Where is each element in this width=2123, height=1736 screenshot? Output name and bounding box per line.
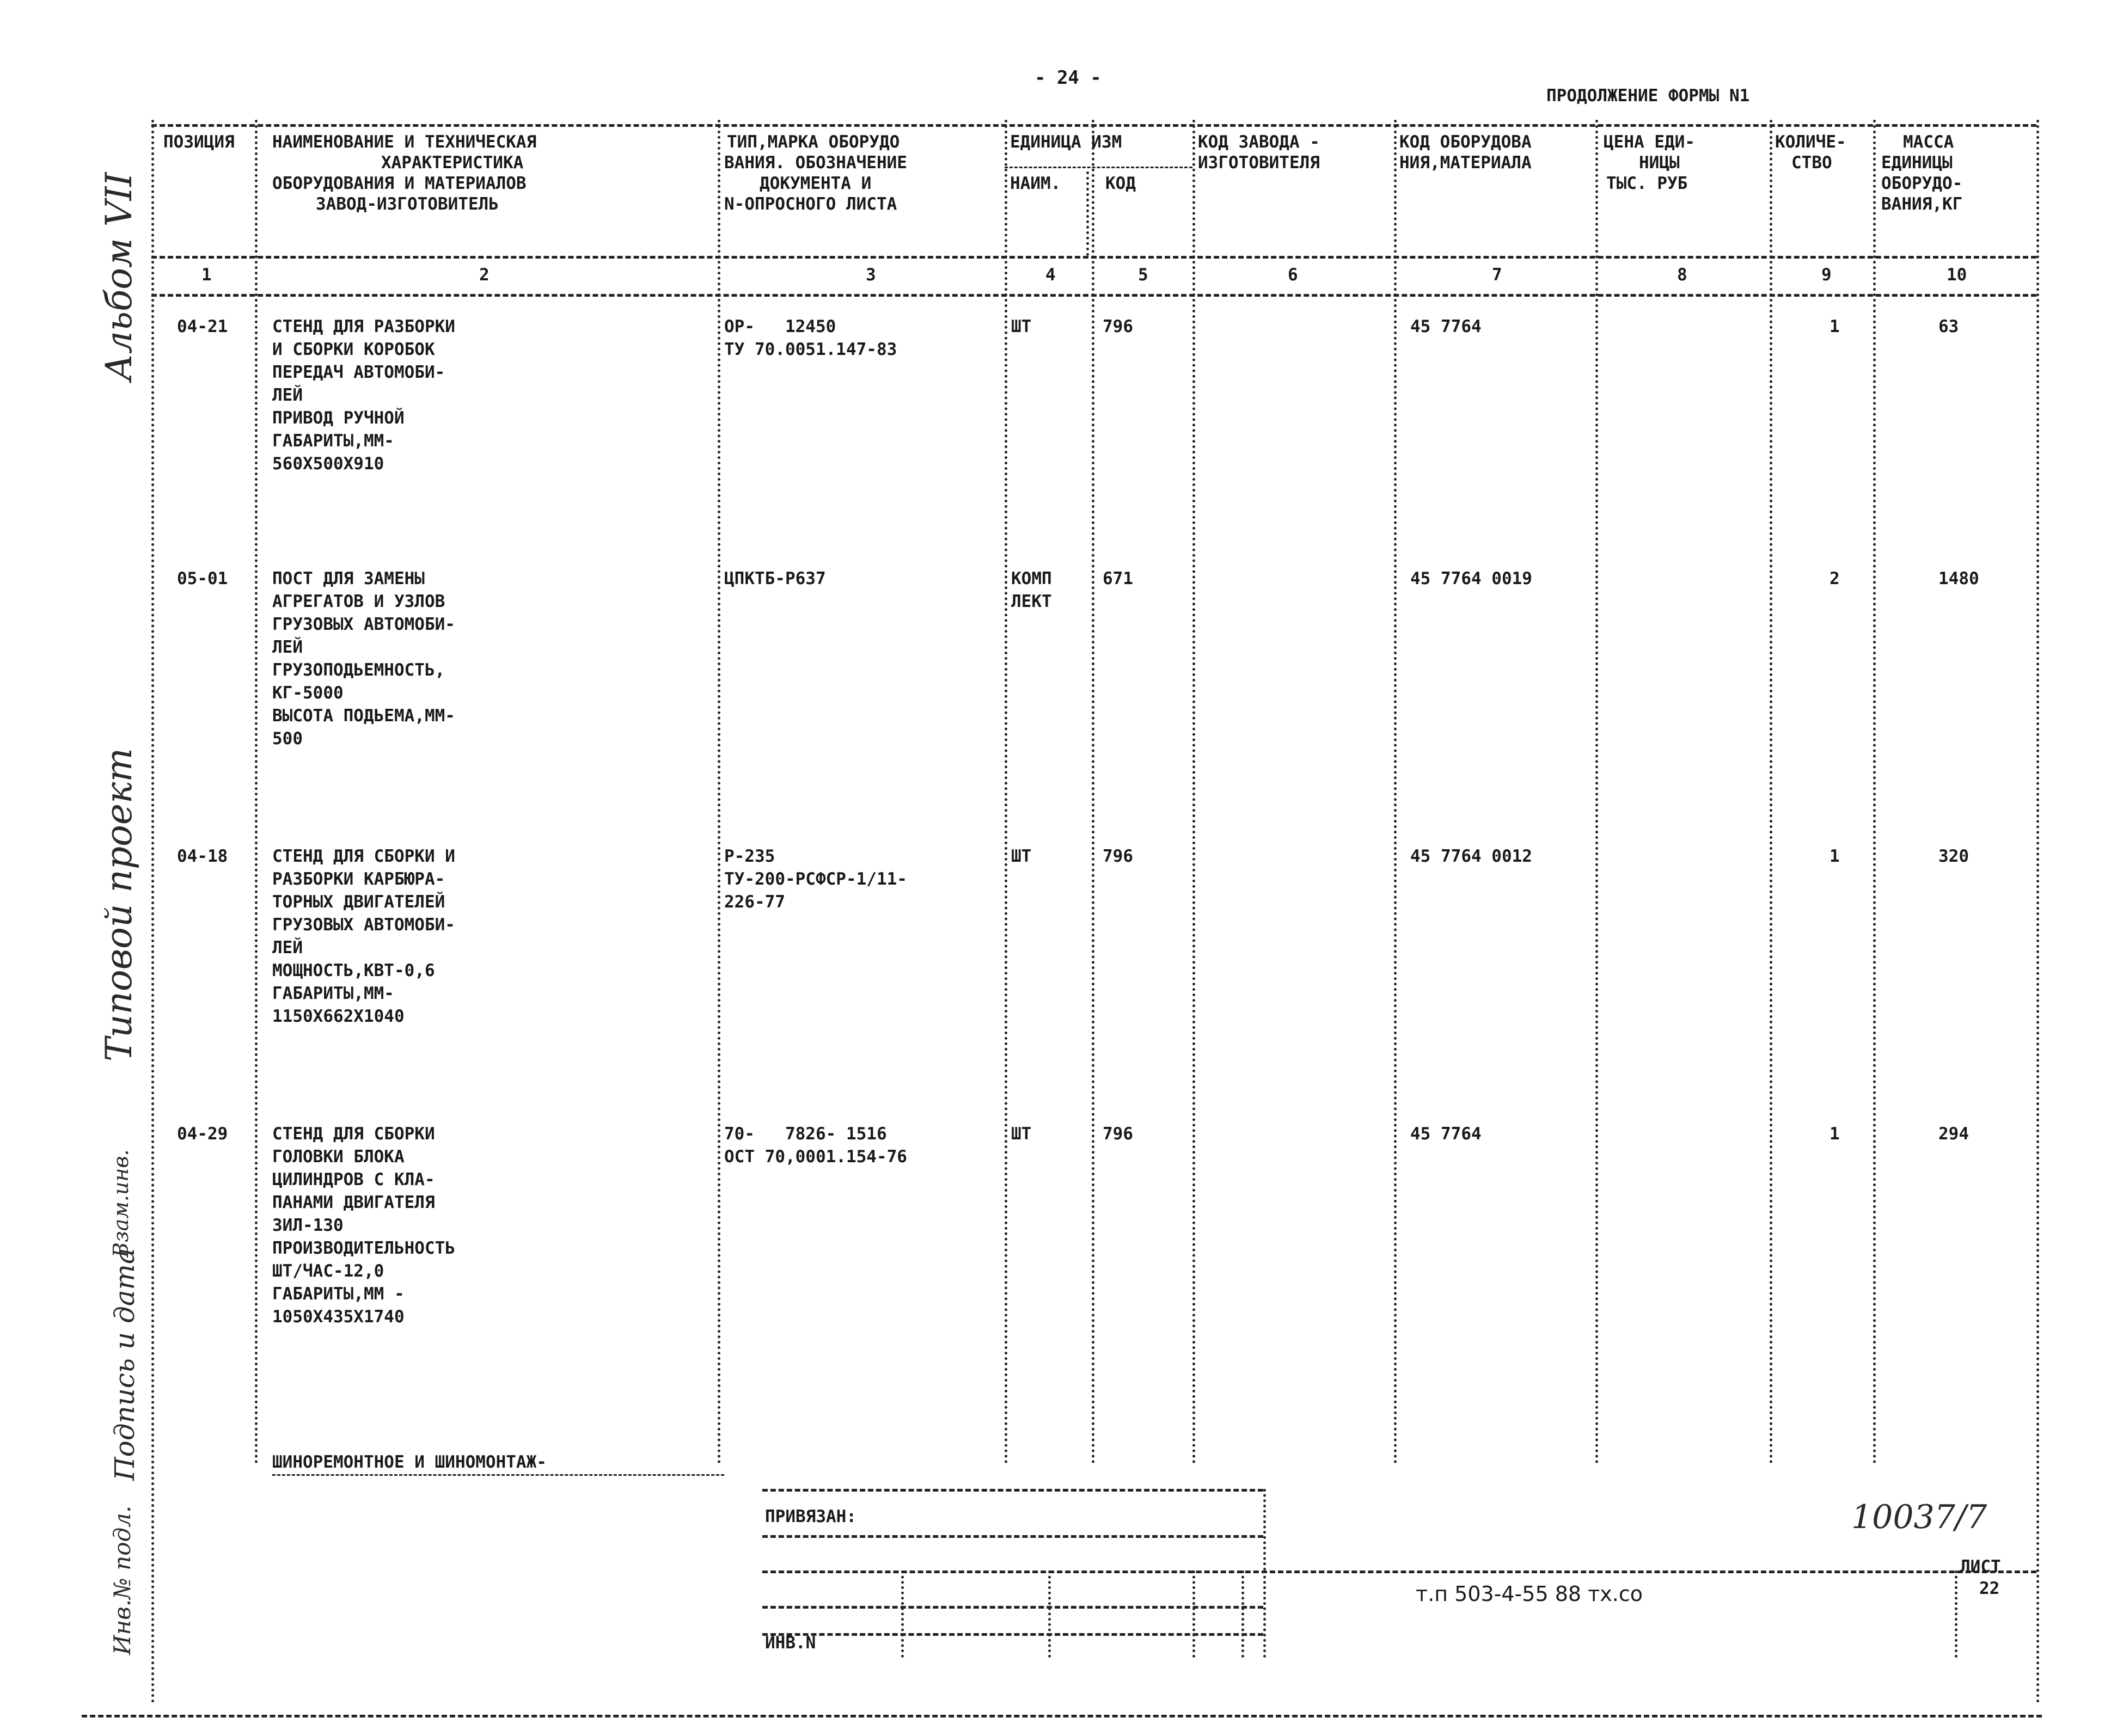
item-name-line: ЛЕЙ xyxy=(272,385,303,405)
item-name-line: 500 xyxy=(272,729,303,749)
column-number: 9 xyxy=(1821,265,1832,285)
margin-replacement: Взам.инв. xyxy=(109,1149,133,1257)
item-type-line: Р-235 xyxy=(724,846,775,866)
column-separator xyxy=(1873,120,1876,1464)
stamp-designation: т.п 503-4-55 88 тх.со xyxy=(1416,1582,1643,1606)
item-name-line: ГРУЗОВЫХ АВТОМОБИ- xyxy=(272,615,455,634)
header-cell-text: ТИП,МАРКА ОБОРУДО xyxy=(727,132,900,152)
unit-name: ШТ xyxy=(1011,1124,1032,1144)
header-cell-text: ПОЗИЦИЯ xyxy=(163,132,235,152)
column-separator xyxy=(1595,120,1598,1464)
item-name-line: СТЕНД ДЛЯ РАЗБОРКИ xyxy=(272,317,455,336)
item-name-line: ПРИВОД РУЧНОЙ xyxy=(272,408,405,428)
item-name-line: ГАБАРИТЫ,ММ- xyxy=(272,431,394,451)
item-type-line: 226-77 xyxy=(724,892,785,912)
stamp-sheet-number: 22 xyxy=(1979,1579,2000,1598)
equipment-code: 45 7764 xyxy=(1410,317,1482,336)
header-cell-text: НАИМЕНОВАНИЕ И ТЕХНИЧЕСКАЯ xyxy=(272,132,537,152)
item-name-line: СТЕНД ДЛЯ СБОРКИ И xyxy=(272,846,455,866)
quantity: 2 xyxy=(1830,569,1840,588)
column-separator xyxy=(1770,120,1772,1464)
column-number: 5 xyxy=(1138,265,1148,285)
item-name-line: ЦИЛИНДРОВ С КЛА- xyxy=(272,1170,435,1189)
column-separator xyxy=(1192,120,1195,1464)
header-cell-text: ТЫС. РУБ xyxy=(1606,174,1688,193)
header-cell-text: НИЯ,МАТЕРИАЛА xyxy=(1399,153,1532,173)
column-number: 6 xyxy=(1288,265,1298,285)
column-number: 7 xyxy=(1492,265,1502,285)
item-type-line: ТУ 70.0051.147-83 xyxy=(724,340,897,359)
header-cell-text: НИЦЫ xyxy=(1639,153,1680,173)
unit-inner-separator xyxy=(1086,171,1089,256)
quantity: 1 xyxy=(1830,846,1840,866)
header-cell-text: ЕДИНИЦЫ xyxy=(1881,153,1953,173)
item-name-line: ЗИЛ-130 xyxy=(272,1216,344,1235)
item-type-line: ЦПКТБ-Р637 xyxy=(724,569,826,588)
quantity: 1 xyxy=(1830,317,1840,336)
equipment-code: 45 7764 0012 xyxy=(1410,846,1532,866)
position-code: 04-29 xyxy=(177,1124,228,1144)
header-cell-text: КОД ЗАВОДА - xyxy=(1198,132,1320,152)
position-code: 04-21 xyxy=(177,317,228,336)
column-number: 1 xyxy=(201,265,212,285)
unit-name: ШТ xyxy=(1011,317,1032,336)
column-number: 4 xyxy=(1045,265,1056,285)
item-name-line: И СБОРКИ КОРОБОК xyxy=(272,340,435,359)
stamp-separator xyxy=(901,1571,904,1658)
unit-subheader-rule xyxy=(1005,167,1192,168)
unit-name: ШТ xyxy=(1011,846,1032,866)
stamp-rule xyxy=(762,1535,1263,1538)
header-cell-text: ВАНИЯ. ОБОЗНАЧЕНИЕ xyxy=(724,153,907,173)
header-cell-text: ЗАВОД-ИЗГОТОВИТЕЛЬ xyxy=(316,194,499,214)
column-separator xyxy=(1092,120,1094,1464)
header-cell-text: КОД ОБОРУДОВА xyxy=(1399,132,1532,152)
item-name-line: ТОРНЫХ ДВИГАТЕЛЕЙ xyxy=(272,892,445,912)
item-type-line: ОР- 12450 xyxy=(724,317,836,336)
equipment-code: 45 7764 xyxy=(1410,1124,1482,1144)
header-cell-text: ОБОРУДОВАНИЯ И МАТЕРИАЛОВ xyxy=(272,174,527,193)
item-name-line: ПЕРЕДАЧ АВТОМОБИ- xyxy=(272,363,445,382)
item-type-line: ОСТ 70,0001.154-76 xyxy=(724,1147,907,1167)
item-name-line: ГРУЗОВЫХ АВТОМОБИ- xyxy=(272,915,455,935)
column-number: 3 xyxy=(866,265,876,285)
item-name-line: ВЫСОТА ПОДЬЕМА,ММ- xyxy=(272,706,455,726)
item-name-line: ШТ/ЧАС-12,0 xyxy=(272,1261,384,1281)
column-separator xyxy=(718,120,720,1464)
stamp-rule xyxy=(762,1606,1263,1609)
page-bottom-rule xyxy=(82,1715,2042,1717)
page-number: - 24 - xyxy=(1035,67,1102,89)
header-cell-text: ДОКУМЕНТА И xyxy=(760,174,872,193)
item-name-line: ЛЕЙ xyxy=(272,637,303,657)
unit-mass: 1480 xyxy=(1938,569,1979,588)
column-separator xyxy=(1394,120,1397,1464)
item-name-line: ГАБАРИТЫ,ММ- xyxy=(272,984,394,1003)
unit-name: ЛЕКТ xyxy=(1011,592,1052,611)
header-cell-text: НАИМ. xyxy=(1010,174,1061,193)
header-cell-text: ИЗГОТОВИТЕЛЯ xyxy=(1198,153,1320,173)
column-number: 2 xyxy=(479,265,490,285)
column-separator xyxy=(255,120,258,1464)
item-name-line: СТЕНД ДЛЯ СБОРКИ xyxy=(272,1124,435,1144)
stamp-separator xyxy=(1955,1571,1957,1658)
column-separator xyxy=(151,120,154,1704)
quantity: 1 xyxy=(1830,1124,1840,1144)
header-cell-text: КОЛИЧЕ- xyxy=(1775,132,1846,152)
section-heading: ШИНОРЕМОНТНОЕ И ШИНОМОНТАЖ- xyxy=(272,1452,547,1472)
item-name-line: ГРУЗОПОДЬЕМНОСТЬ, xyxy=(272,660,445,680)
unit-mass: 320 xyxy=(1938,846,1969,866)
unit-mass: 294 xyxy=(1938,1124,1969,1144)
stamp-rule xyxy=(762,1571,2036,1573)
header-cell-text: N-ОПРОСНОГО ЛИСТА xyxy=(724,194,897,214)
item-name-line: ПРОИЗВОДИТЕЛЬНОСТЬ xyxy=(272,1238,455,1258)
column-separator xyxy=(2036,120,2039,1704)
section-underline xyxy=(272,1474,724,1476)
item-name-line: РАЗБОРКИ КАРБЮРА- xyxy=(272,869,445,889)
item-name-line: 1150Х662Х1040 xyxy=(272,1007,405,1026)
column-number: 8 xyxy=(1677,265,1687,285)
position-code: 05-01 xyxy=(177,569,228,588)
header-cell-text: КОД xyxy=(1105,174,1136,193)
item-type-line: ТУ-200-РСФСР-1/11- xyxy=(724,869,907,889)
continuation-title: ПРОДОЛЖЕНИЕ ФОРМЫ N1 xyxy=(1546,86,1750,106)
margin-signature-date: Подпись и дата xyxy=(109,1248,140,1481)
stamp-rule xyxy=(762,1633,1263,1636)
stamp-separator xyxy=(1241,1571,1244,1658)
column-separator xyxy=(1005,120,1007,1464)
equipment-code: 45 7764 0019 xyxy=(1410,569,1532,588)
unit-name: КОМП xyxy=(1011,569,1052,588)
unit-code: 796 xyxy=(1103,846,1133,866)
item-name-line: ЛЕЙ xyxy=(272,938,303,958)
unit-mass: 63 xyxy=(1938,317,1959,336)
margin-album: Альбом VII xyxy=(98,172,140,381)
header-cell-text: ХАРАКТЕРИСТИКА xyxy=(381,153,524,173)
stamp-separator xyxy=(1192,1571,1195,1658)
column-number: 10 xyxy=(1947,265,1967,285)
item-type-line: 70- 7826- 1516 xyxy=(724,1124,887,1144)
item-name-line: МОЩНОСТЬ,КВТ-0,6 xyxy=(272,961,435,980)
stamp-separator xyxy=(1048,1571,1051,1658)
header-cell-text: СТВО xyxy=(1791,153,1832,173)
margin-inventory: Инв.№ подл. xyxy=(109,1505,136,1655)
stamp-separator xyxy=(1263,1489,1266,1571)
item-name-line: 560Х500Х910 xyxy=(272,454,384,474)
header-cell-text: МАССА xyxy=(1903,132,1954,152)
item-name-line: ПАНАМИ ДВИГАТЕЛЯ xyxy=(272,1193,435,1212)
stamp-privyazan: ПРИВЯЗАН: xyxy=(765,1507,856,1526)
item-name-line: 1050Х435Х1740 xyxy=(272,1307,405,1327)
header-cell-text: ВАНИЯ,КГ xyxy=(1881,194,1963,214)
stamp-inventory: ИНВ.N xyxy=(765,1633,816,1653)
item-name-line: ПОСТ ДЛЯ ЗАМЕНЫ xyxy=(272,569,425,588)
item-name-line: ГОЛОВКИ БЛОКА xyxy=(272,1147,405,1167)
stamp-rule xyxy=(762,1489,1263,1492)
header-cell-text: ЕДИНИЦА ИЗМ xyxy=(1010,132,1122,152)
unit-code: 796 xyxy=(1103,317,1133,336)
header-cell-text: ОБОРУДО- xyxy=(1881,174,1963,193)
position-code: 04-18 xyxy=(177,846,228,866)
stamp-separator xyxy=(1263,1571,1266,1658)
unit-code: 671 xyxy=(1103,569,1133,588)
item-name-line: КГ-5000 xyxy=(272,683,344,703)
unit-code: 796 xyxy=(1103,1124,1133,1144)
header-cell-text: ЦЕНА ЕДИ- xyxy=(1604,132,1695,152)
item-name-line: АГРЕГАТОВ И УЗЛОВ xyxy=(272,592,445,611)
margin-project: Типовой проект xyxy=(98,748,140,1062)
item-name-line: ГАБАРИТЫ,ММ - xyxy=(272,1284,405,1304)
stamp-handwritten-number: 10037/7 xyxy=(1851,1498,1987,1536)
stamp-sheet-label: ЛИСТ xyxy=(1960,1557,2001,1576)
